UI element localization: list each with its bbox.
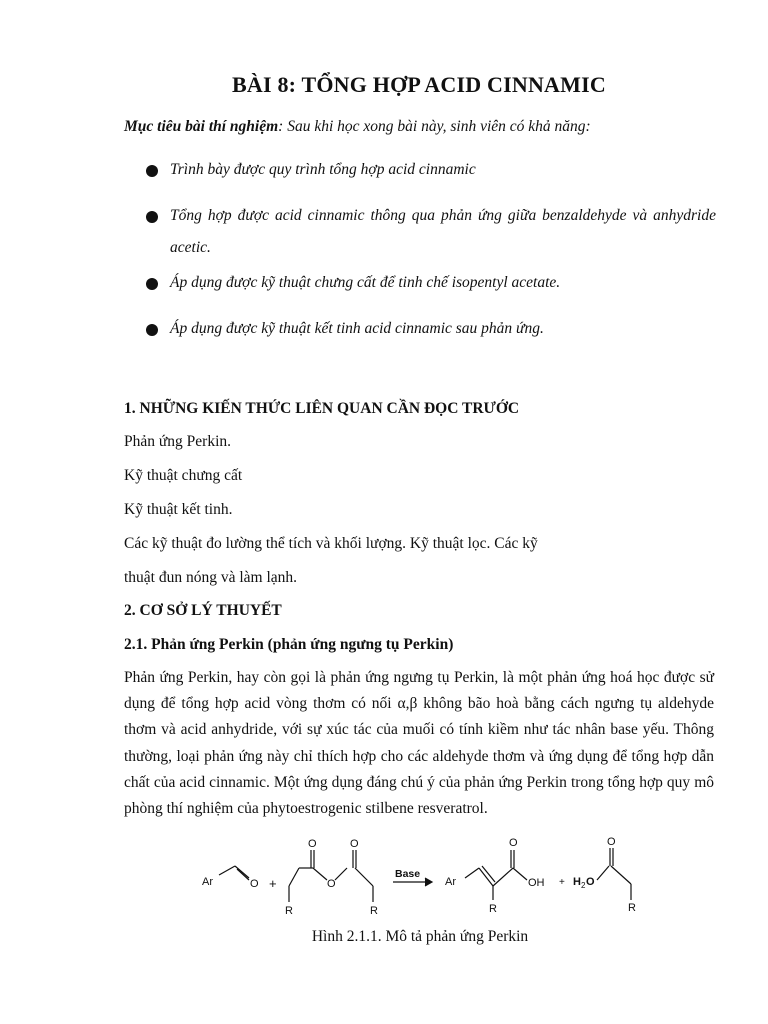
- text-line: Kỹ thuật chưng cất: [124, 467, 243, 484]
- bullet-icon: [146, 278, 158, 290]
- label-plus: +: [559, 877, 565, 888]
- list-item: [146, 200, 716, 264]
- label-h: H: [573, 876, 581, 888]
- label-o: O: [509, 837, 518, 849]
- subsection-heading: 2.1. Phản ứng Perkin (phản ứng ngưng tụ Perkin): [124, 636, 454, 653]
- list-item-text: Tổng hợp được acid cinnamic thông qua phản ứng giữa benzaldehyde và anhydride acetic.: [170, 207, 716, 256]
- text-line: thuật đun nóng và làm lạnh.: [124, 569, 298, 586]
- label-base: Base: [395, 868, 421, 880]
- label-o: O: [327, 878, 336, 890]
- list-item-text: Áp dụng được kỹ thuật chưng cất để tinh chế isopentyl acetate.: [170, 274, 561, 291]
- list-item-text: Áp dụng được kỹ thuật kết tinh acid cinnamic sau phản ứng.: [170, 320, 544, 337]
- list-item: [146, 154, 716, 186]
- label-o: O: [250, 878, 259, 890]
- objective-text: : Sau khi học xong bài này, sinh viên có khả năng:: [278, 118, 591, 135]
- reaction-scheme: [195, 830, 655, 922]
- list-item: [146, 313, 716, 345]
- body-paragraph: Phản ứng Perkin, hay còn gọi là phản ứng ngưng tụ Perkin, là một phản ứng hoá học được sử dụng để tổng hợp acid vòng thơm có nối α,β không bão hoà bằng cách ngưng tụ aldehyde thơm và acid anhydride, với sự xúc tác của muối có tính kiềm như tác nhân base yếu. Thông thường, loại phản ứng này chỉ thích hợp cho các aldehyde thơm và ứng dụng để tổng hợp dẫn chất của acid cinnamic. Một ứng dụng đáng chú ý của phản ứng Perkin trong tổng hợp quy mô phòng thí nghiệm của phytoestrogenic stilbene resveratrol.: [124, 669, 714, 818]
- label-o: O: [607, 836, 616, 848]
- label-ar: Ar: [445, 876, 456, 888]
- bullet-icon: [146, 211, 158, 223]
- label-o: O: [308, 838, 317, 850]
- text-line: Kỹ thuật kết tinh.: [124, 501, 233, 518]
- label-r: R: [489, 903, 497, 915]
- bullet-icon: [146, 165, 158, 177]
- label-o: O: [350, 838, 359, 850]
- list-item: [146, 267, 716, 299]
- label-subscript: 2: [581, 881, 586, 890]
- label-r: R: [628, 902, 636, 914]
- reaction-diagram: [195, 830, 655, 922]
- label-r: R: [285, 905, 293, 917]
- label-o: O: [586, 876, 595, 888]
- label-plus: +: [269, 876, 277, 891]
- text-line: Các kỹ thuật đo lường thể tích và khối lượng. Kỹ thuật lọc. Các kỹ: [124, 535, 538, 552]
- label-ar: Ar: [202, 876, 213, 888]
- bullet-icon: [146, 324, 158, 336]
- objective-label: Mục tiêu bài thí nghiệm: [124, 118, 279, 135]
- objective-line: [124, 118, 724, 136]
- page-title: BÀI 8: TỔNG HỢP ACID CINNAMIC: [232, 72, 606, 97]
- list-item-text: Trình bày được quy trình tổng hợp acid cinnamic: [170, 161, 476, 178]
- text-line: Phản ứng Perkin.: [124, 433, 231, 450]
- label-r: R: [370, 905, 378, 917]
- section-heading: 2. CƠ SỞ LÝ THUYẾT: [124, 602, 282, 619]
- section-heading: 1. NHỮNG KIẾN THỨC LIÊN QUAN CẦN ĐỌC TRƯỚC: [124, 400, 520, 417]
- figure-caption: Hình 2.1.1. Mô tả phản ứng Perkin: [311, 928, 529, 945]
- label-oh: OH: [528, 877, 545, 889]
